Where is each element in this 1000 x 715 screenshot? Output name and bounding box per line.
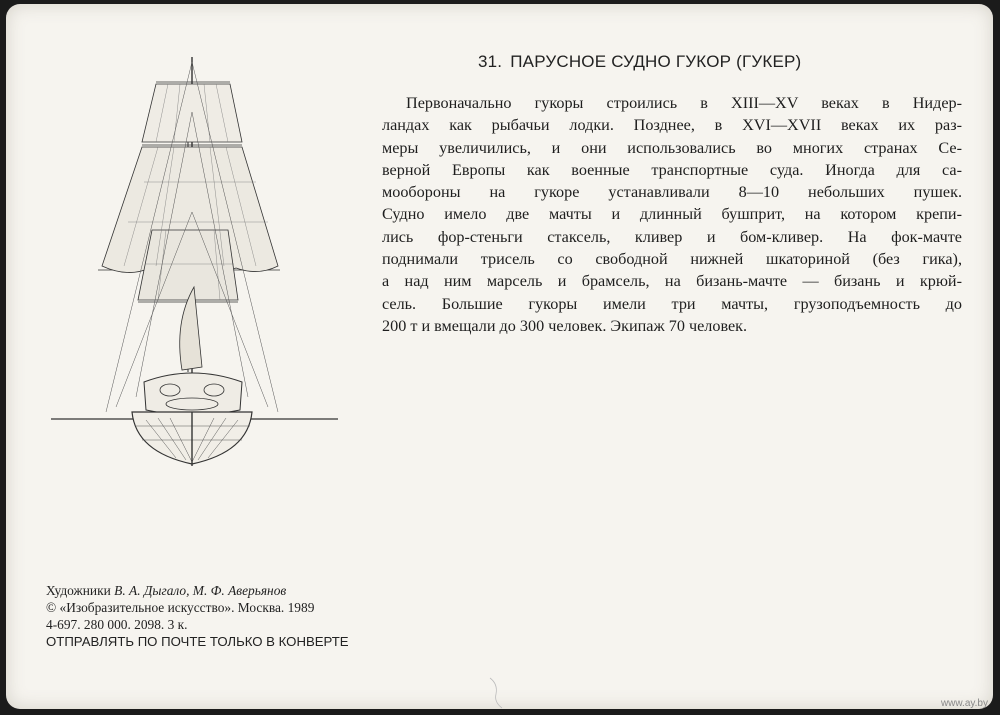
card-title-text: ПАРУСНОЕ СУДНО ГУКОР (ГУКЕР) xyxy=(510,52,802,71)
postcard xyxy=(6,4,993,709)
card-title xyxy=(478,52,801,72)
text-line: ландах как рыбачьи лодки. Позднее, в XVI—XVII веках их раз- xyxy=(382,116,962,135)
credits-block xyxy=(46,582,349,650)
text-line: сель. Большие гукоры имели три мачты, грузоподъемность до xyxy=(382,294,962,313)
text-line: верной Европы как военные транспортные суда. Иногда для са- xyxy=(382,160,962,179)
text-line: 200 т и вмещали до 300 человек. Экипаж 70 человек. xyxy=(382,316,748,335)
card-number: 31. xyxy=(478,52,503,71)
text-line: мообороны на гукоре устанавливали 8—10 небольших пушек. xyxy=(382,183,962,202)
text-line: Судно имело две мачты и длинный бушприт, на котором крепи- xyxy=(382,205,962,224)
text-line: поднимали трисель со свободной нижней шкаториной (без гика), xyxy=(382,250,962,269)
pencil-mark xyxy=(476,672,516,709)
text-line: лись фор-стеньги стаксель, кливер и бом-кливер. На фок-мачте xyxy=(382,227,962,246)
artists-credit xyxy=(46,582,349,599)
text-line: меры увеличились, и они использовались во многих странах Се- xyxy=(382,138,962,157)
artists-names: В. А. Дыгало, М. Ф. Аверьянов xyxy=(114,583,287,598)
watermark: www.ay.by xyxy=(940,698,988,709)
artists-label: Художники xyxy=(46,583,111,598)
mail-note: ОТПРАВЛЯТЬ ПО ПОЧТЕ ТОЛЬКО В КОНВЕРТЕ xyxy=(46,634,349,649)
sailing-ship-illustration xyxy=(46,52,346,472)
text-line: а над ним марсель и брамсель, на бизань-мачте — бизань и крюй- xyxy=(382,272,962,291)
print-code: 4-697. 280 000. 2098. 3 к. xyxy=(46,617,188,632)
publisher-credit: © «Изобразительное искусство». Москва. 1989 xyxy=(46,600,315,615)
description-text xyxy=(382,92,962,337)
text-line: Первоначально гукоры строились в XIII—XV веках в Нидер- xyxy=(406,94,962,112)
